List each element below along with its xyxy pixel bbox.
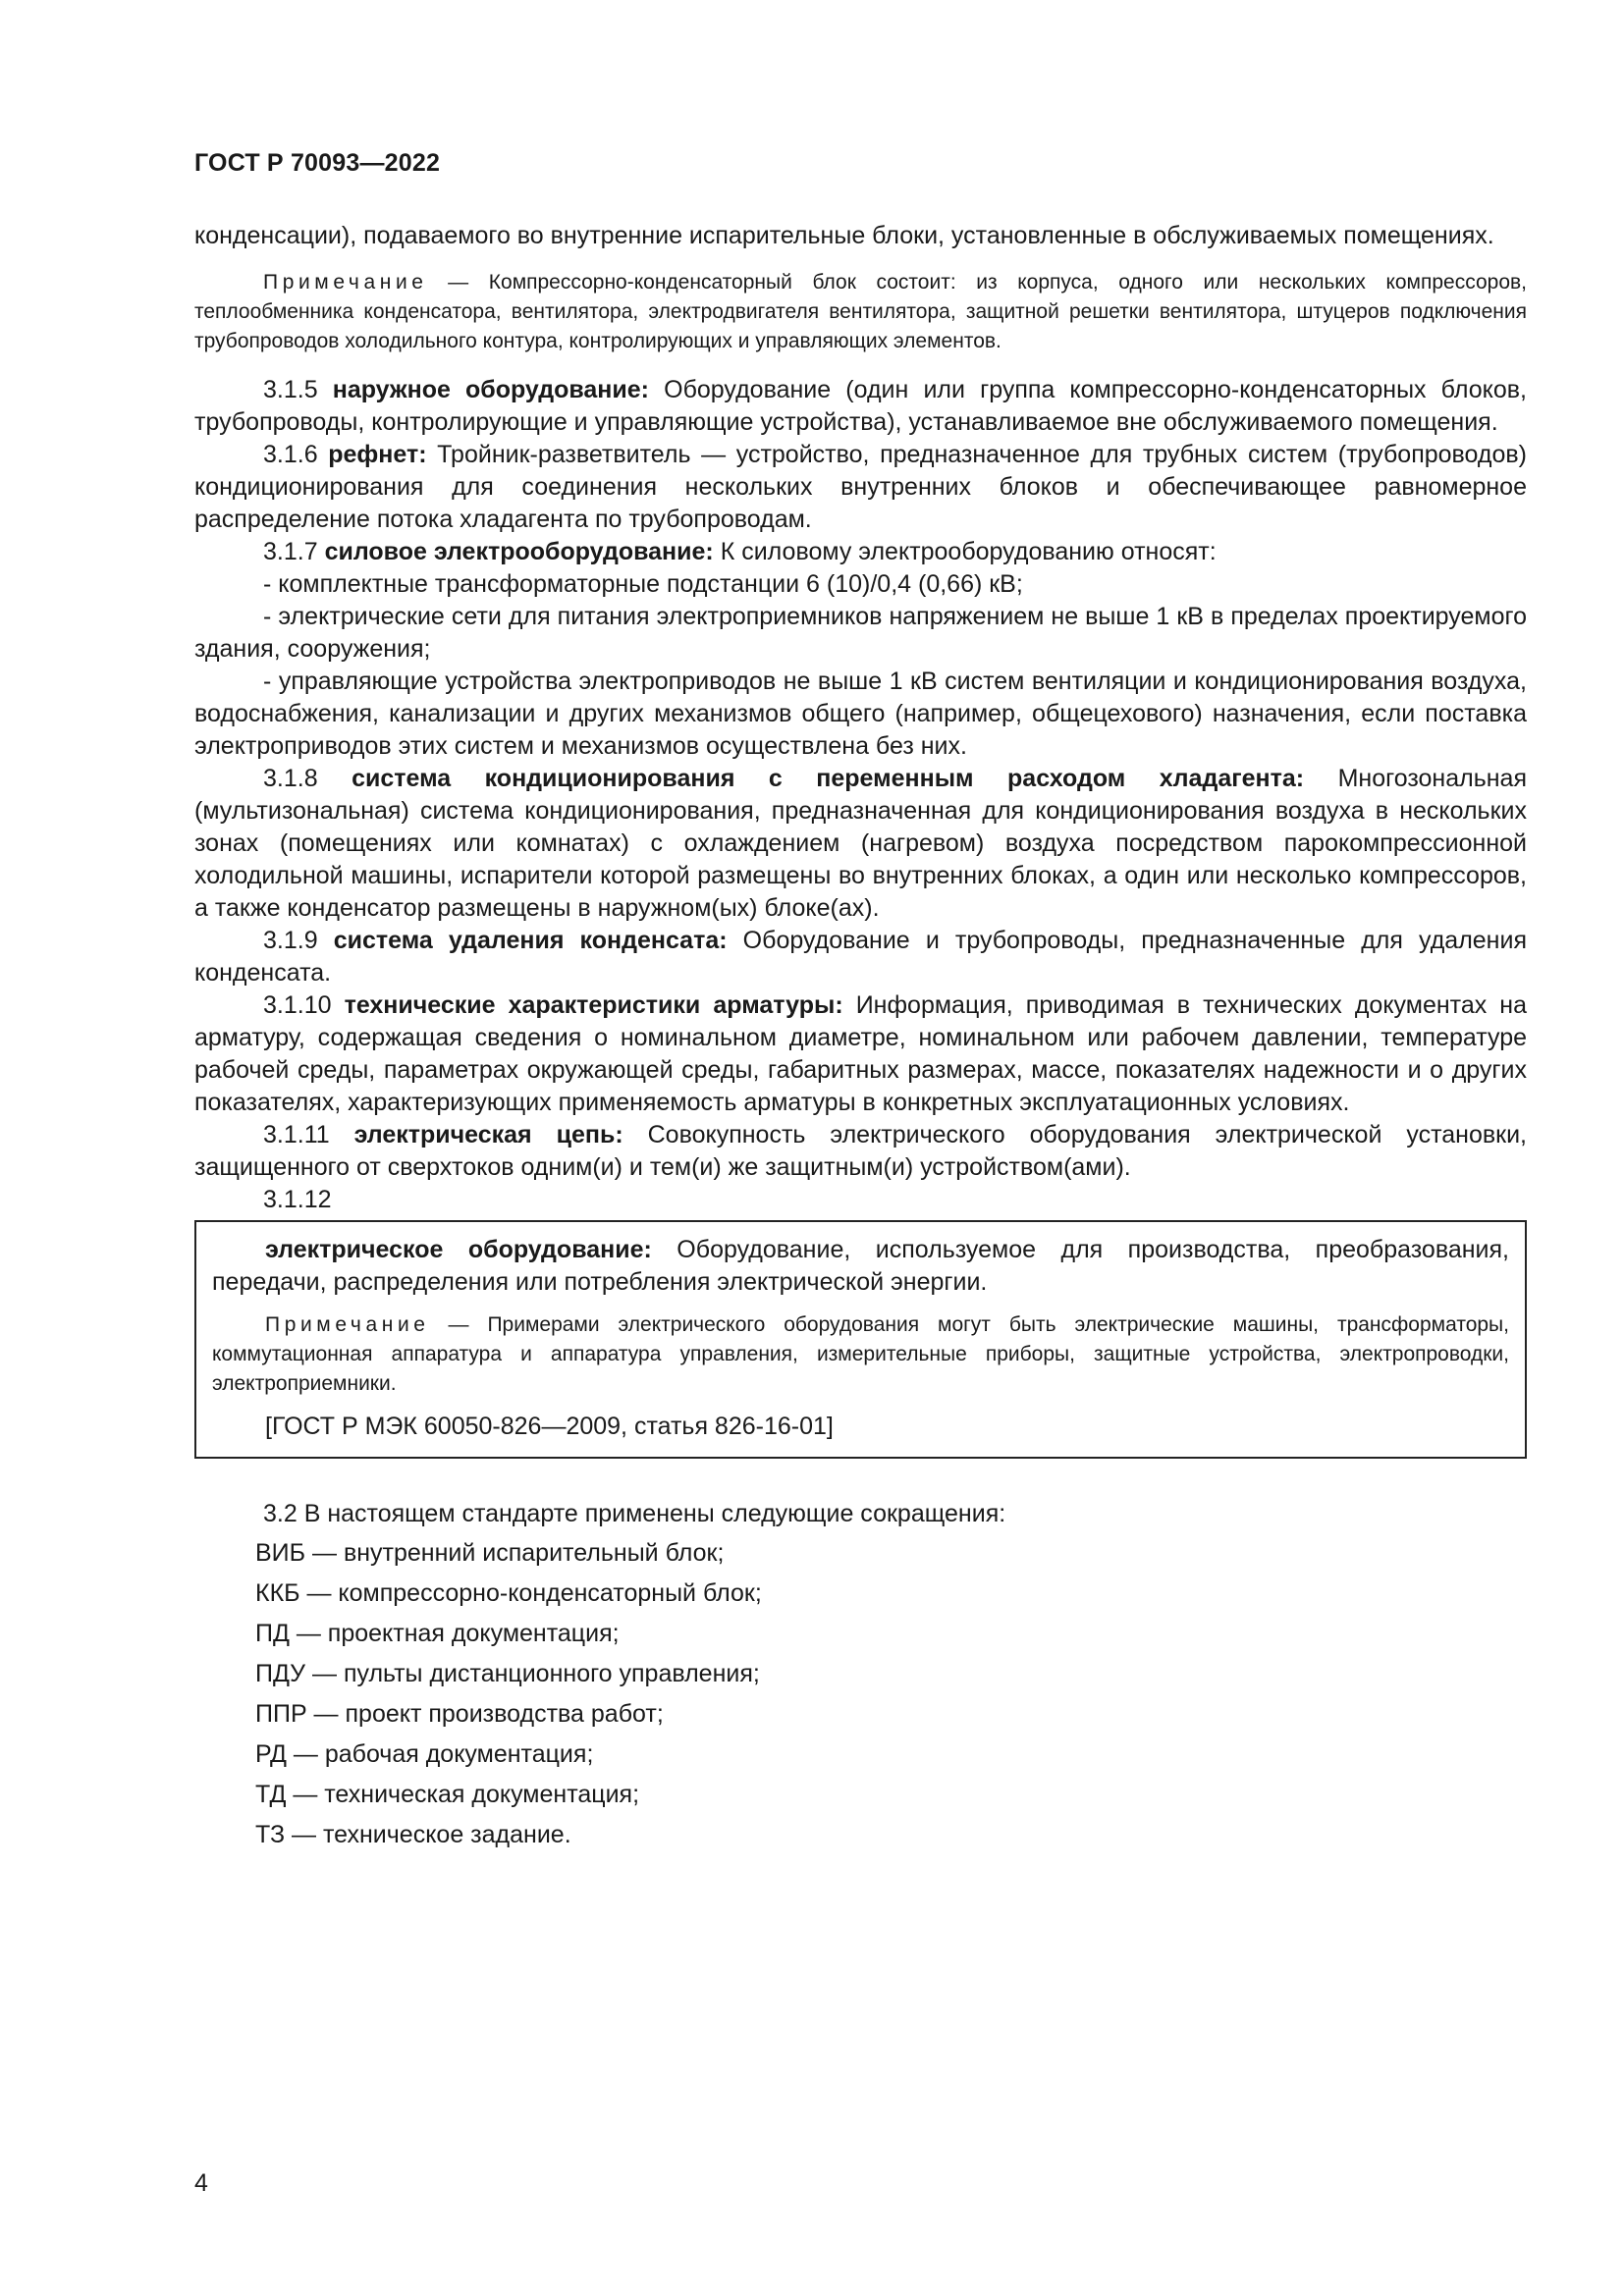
note-compressor-unit [194,268,1527,356]
clause-number: 3.1.6 [263,441,329,468]
note-text: — Примерами электрического оборудования могут быть электрические машины, трансформаторы, коммутационная аппаратура и аппаратура управления, измерительные приборы, защитные устройства, электропроводки, электроприемники. [212,1313,1509,1395]
term: система кондиционирования с переменным расходом хладагента: [352,765,1305,792]
abbreviations-section [194,1494,1527,1855]
note-label: Примечание [263,271,428,294]
abbreviation-item: ПДУ — пульты дистанционного управления; [255,1660,760,1687]
clause-number: 3.1.9 [263,927,334,954]
definition-text: Оборудование, используемое для производства, преобразования, передачи, распределения или потребления электрической энергии. [212,1236,1509,1296]
clause-number-3-1-12: 3.1.12 [263,1186,332,1213]
abbreviations-intro: 3.2 В настоящем стандарте применены следующие сокращения: [263,1500,1006,1527]
page-number: 4 [194,2169,208,2197]
abbreviation-item: ТД — техническая документация; [255,1781,640,1808]
document-header: ГОСТ Р 70093—2022 [194,149,441,177]
definition-3-1-9 [194,925,1527,989]
definition-3-1-8 [194,763,1527,925]
definition-3-1-10 [194,989,1527,1119]
clause-number: 3.1.10 [263,991,345,1019]
clause-number: 3.1.5 [263,376,333,403]
document-body [194,220,1527,1855]
abbreviation-item: ККБ — компрессорно-конденсаторный блок; [255,1579,762,1607]
abbreviation-item: ВИБ — внутренний испарительный блок; [255,1539,725,1567]
definition-3-1-11 [194,1119,1527,1184]
list-item: - управляющие устройства электроприводов не выше 1 кВ систем вентиляции и кондиционирования воздуха, водоснабжения, канализации и других механизмов общего (например, общецехового) назначения, если поставка электроприводов этих систем и механизмов осуществлена без них. [194,667,1527,760]
definition-3-1-6 [194,439,1527,536]
term: силовое электрооборудование: [324,538,714,565]
note-electrical-equipment [212,1310,1509,1399]
note-text: — Компрессорно-конденсаторный блок состоит: из корпуса, одного или нескольких компрессоров, теплообменника конденсатора, вентилятора, электродвигателя вентилятора, защитной решетки вентилятора, штуцеров подключения трубопроводов холодильного контура, контролирующих и управляющих элементов. [194,271,1527,352]
boxed-definition-3-1-12 [194,1220,1527,1459]
definition-text: Оборудование и трубопроводы, предназначенные для удаления конденсата. [194,927,1527,987]
definition-text: Совокупность электрического оборудования электрической установки, защищенного от сверхтоков одним(и) и тем(и) же защитным(и) устройством(ами). [194,1121,1527,1181]
clause-number: 3.1.11 [263,1121,354,1148]
definition-text: К силовому электрооборудованию относят: [713,538,1217,565]
abbreviation-item: ПД — проектная документация; [255,1620,620,1647]
definition-text: Информация, приводимая в технических документах на арматуру, содержащая сведения о номинальном диаметре, номинальном или рабочем давлении, температуре рабочей среды, параметрах окружающей среды, габаритных размерах, массе, показателях надежности и о других показателях, характеризующих применяемость арматуры в конкретных эксплуатационных условиях. [194,991,1527,1116]
definition-text: Оборудование (один или группа компрессорно-конденсаторных блоков, трубопроводы, контролирующие и управляющие устройства), устанавливаемое вне обслуживаемого помещения. [194,376,1527,436]
source-reference: [ГОСТ Р МЭК 60050-826—2009, статья 826-16-01] [265,1413,834,1440]
term: наружное оборудование: [332,376,649,403]
continuation-paragraph: конденсации), подаваемого во внутренние испарительные блоки, установленные в обслуживаемых помещениях. [194,222,1494,249]
term: электрическое оборудование: [265,1236,652,1263]
term: рефнет: [328,441,427,468]
boxed-definition-text [212,1234,1509,1299]
abbreviation-item: РД — рабочая документация; [255,1740,594,1768]
definition-text: Тройник-разветвитель — устройство, предназначенное для трубных систем (трубопроводов) кондиционирования для соединения нескольких внутренних блоков и обеспечивающее равномерное распределение потока хладагента по трубопроводам. [194,441,1527,533]
list-item: - комплектные трансформаторные подстанции 6 (10)/0,4 (0,66) кВ; [263,570,1023,598]
clause-number: 3.1.7 [263,538,325,565]
clause-number: 3.1.8 [263,765,352,792]
definition-3-1-7 [194,536,1527,568]
abbreviation-item: ТЗ — техническое задание. [255,1821,571,1848]
definition-text: Многозональная (мультизональная) система кондиционирования, предназначенная для кондиционирования воздуха в нескольких зонах (помещениях или комнатах) с охлаждением (нагревом) воздуха посредством парокомпрессионной холодильной машины, испарители которой размещены во внутренних блоках, а один или несколько компрессоров, а также конденсатор размещены в наружном(ых) блоке(ах). [194,765,1527,922]
term: технические характеристики арматуры: [344,991,843,1019]
definition-3-1-5 [194,374,1527,439]
abbreviation-item: ППР — проект производства работ; [255,1700,664,1728]
list-item: - электрические сети для питания электроприемников напряжением не выше 1 кВ в пределах проектируемого здания, сооружения; [194,603,1527,663]
term: электрическая цепь: [353,1121,623,1148]
note-label: Примечание [265,1313,430,1336]
term: система удаления конденсата: [333,927,728,954]
